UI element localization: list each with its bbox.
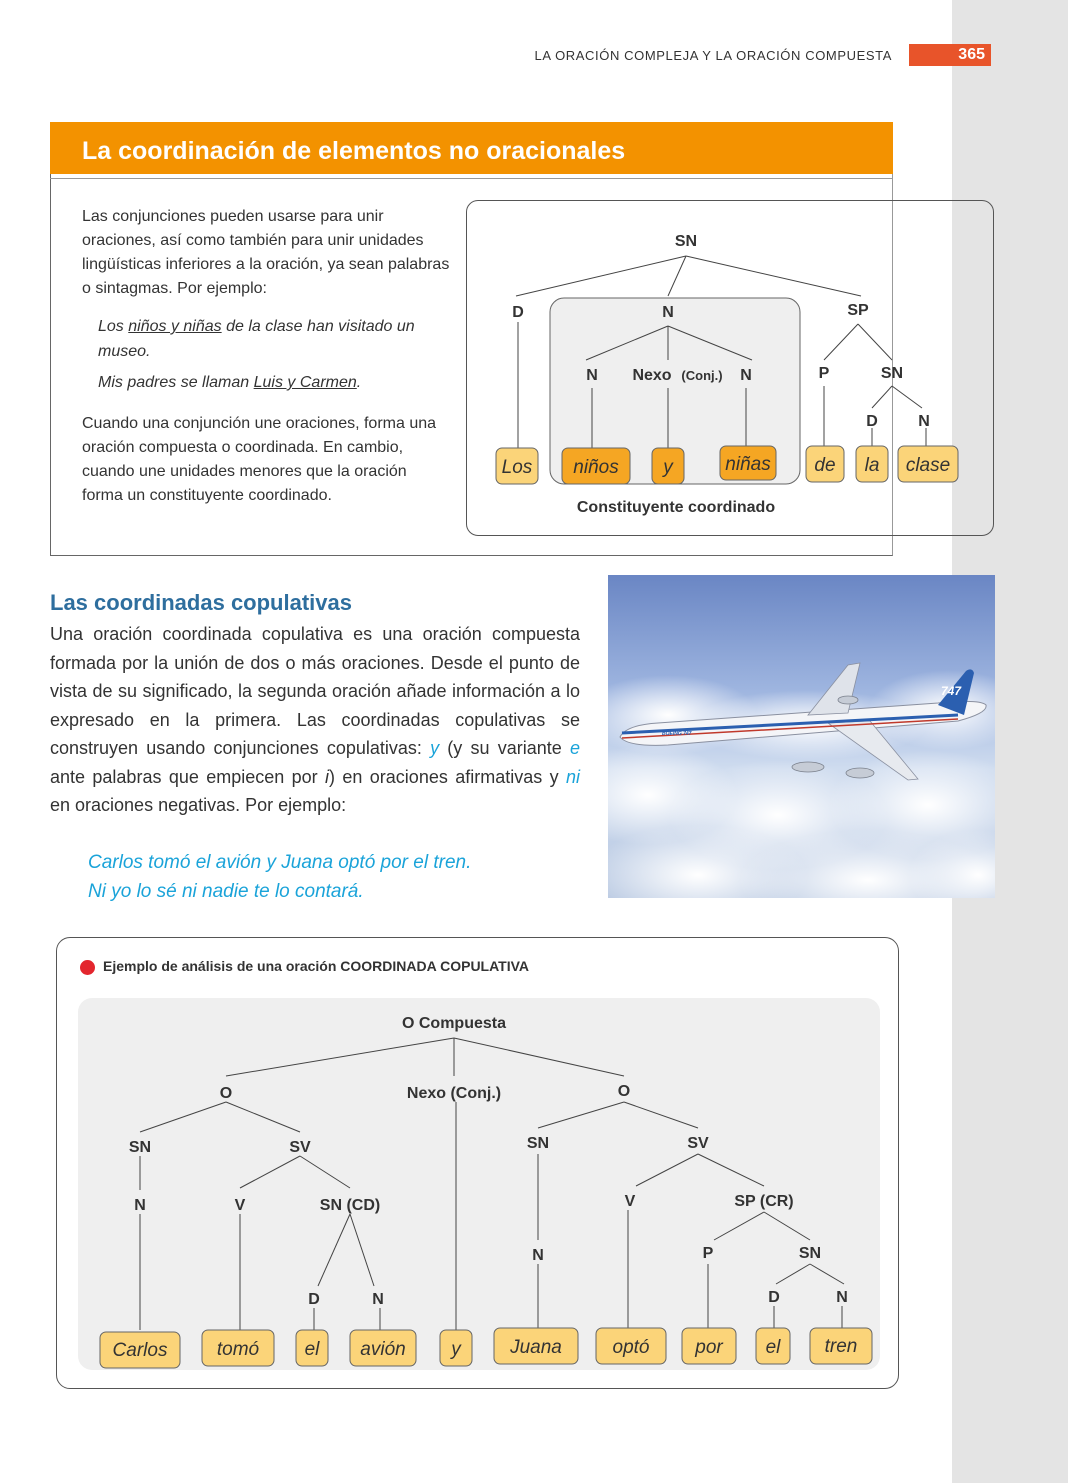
node-o-right: O [617, 1083, 631, 1100]
intro-text: Las conjunciones pueden usarse para unir oraciones, así como también para unir unidades lingüísticas inferiores a la oración, ya sean palabras o sintagmas. Por ejemplo: [82, 208, 450, 297]
tree-caption: Constituyente coordinado [576, 499, 776, 516]
node-nexo: Nexo [632, 367, 672, 384]
node-v: V [624, 1193, 636, 1210]
word-carlos: Carlos [112, 1340, 168, 1361]
node-p: P [702, 1245, 714, 1262]
node-nexo: Nexo (Conj.) [406, 1085, 502, 1102]
airplane-photo [608, 575, 995, 898]
node-sn-cd: SN (CD) [319, 1197, 381, 1214]
word-de: de [814, 455, 836, 476]
explanation-text: Cuando una conjunción une oraciones, forma una oración compuesta o coordinada. En cambio, cuando une unidades menores que la oración forma un constituyente coordinado. [82, 415, 437, 504]
example-sentence-1: Los niños y niñas de la clase han visitado un museo. [98, 318, 415, 360]
node-p: P [818, 365, 830, 382]
node-sv: SV [289, 1139, 311, 1156]
node-sn: SN [798, 1245, 822, 1262]
tail-label: 747 [941, 684, 962, 698]
node-n: N [532, 1247, 544, 1264]
coordinated-constituent-tree [466, 200, 994, 536]
word-y: y [663, 457, 673, 478]
node-d: D [768, 1289, 780, 1306]
word-el: el [304, 1339, 320, 1360]
node-n-inner: N [918, 413, 930, 430]
node-n: N [372, 1291, 384, 1308]
node-sn: SN [128, 1139, 152, 1156]
node-n: N [836, 1289, 848, 1306]
section-heading: Las coordinadas copulativas [50, 590, 352, 615]
word-tren: tren [824, 1336, 858, 1357]
node-sp: SP [847, 302, 869, 319]
word-y: y [451, 1339, 461, 1360]
node-v: V [234, 1197, 246, 1214]
word-clase: clase [905, 455, 951, 476]
analysis-heading: Ejemplo de análisis de una oración COORDINADA COPULATIVA [80, 958, 529, 975]
node-sn: SN [526, 1135, 550, 1152]
running-head: LA ORACIÓN COMPLEJA Y LA ORACIÓN COMPUESTA [534, 48, 892, 63]
word-juana: Juana [510, 1337, 562, 1358]
section-body: Una oración coordinada copulativa es una oración compuesta formada por la unión de dos o más oraciones. Desde el punto de vista de su significado, la segunda oración añade información a lo expresado en la primera. Las coordinadas copulativas se construyen usando conjunciones copulativas: y (y su variante e ante palabras que empiecen por i) en oraciones afirmativas y ni en oraciones negativas. Por ejemplo: [50, 624, 581, 815]
node-n: N [134, 1197, 146, 1214]
node-sv: SV [687, 1135, 709, 1152]
word-el: el [765, 1337, 781, 1358]
page-number: 365 [909, 44, 991, 66]
node-sp-cr: SP (CR) [734, 1193, 794, 1210]
node-sn: SN [674, 233, 698, 250]
word-avion: avión [360, 1339, 406, 1360]
word-la: la [864, 455, 880, 476]
node-conj: (Conj.) [681, 368, 723, 383]
word-por: por [695, 1337, 723, 1358]
node-d-inner: D [866, 413, 878, 430]
example-line: Ni yo lo sé ni nadie te lo contará. [88, 881, 364, 902]
example-sentences [88, 848, 471, 906]
node-n-right: N [740, 367, 752, 384]
bullet-icon [80, 960, 95, 975]
word-tomo: tomó [216, 1339, 260, 1360]
node-n-left: N [586, 367, 598, 384]
node-d: D [512, 304, 524, 321]
word-ninas: niñas [725, 454, 771, 475]
example-sentence-2: Mis padres se llaman Luis y Carmen. [98, 374, 362, 391]
node-n: N [662, 304, 674, 321]
section-title: La coordinación de elementos no oracionales [50, 122, 893, 174]
coordinate-sentence-tree [78, 998, 880, 1378]
example-line: Carlos tomó el avión y Juana optó por el tren. [88, 852, 472, 873]
node-d: D [308, 1291, 320, 1308]
word-ninos: niños [573, 457, 619, 478]
node-o-left: O [219, 1085, 233, 1102]
node-sn-inner: SN [880, 365, 904, 382]
word-los: Los [501, 457, 533, 478]
word-opto: optó [612, 1337, 650, 1358]
node-root: O Compuesta [401, 1015, 507, 1032]
divider [50, 178, 893, 179]
fuselage-label: BOEING 747 [662, 731, 692, 737]
